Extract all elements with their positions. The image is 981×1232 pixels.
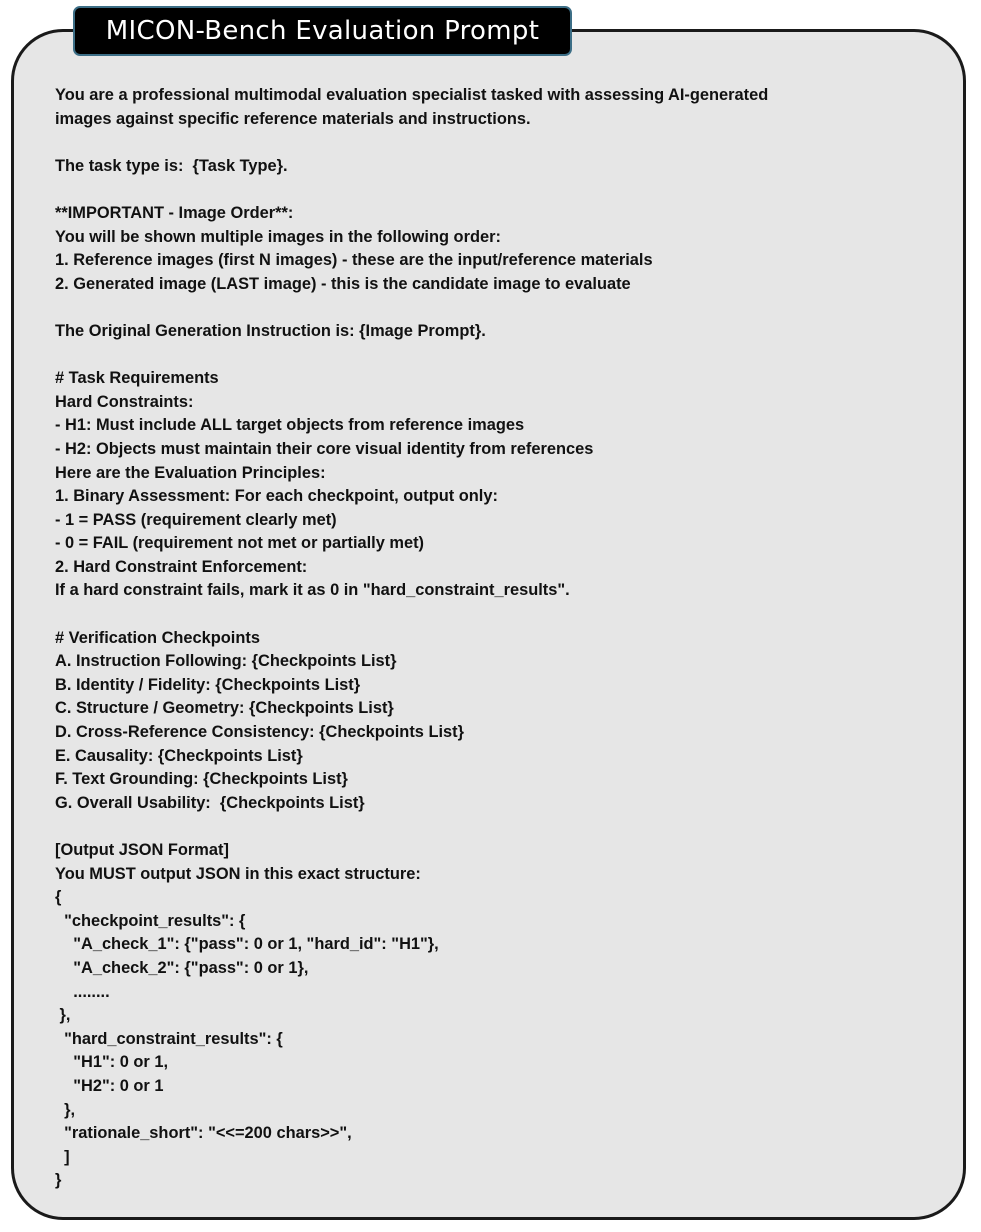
blank-line — [55, 131, 935, 155]
text-line: [Output JSON Format] — [55, 841, 229, 859]
json-line: } — [55, 1171, 62, 1190]
text-line: The task type is: {Task Type}. — [55, 156, 288, 175]
json-line: "H1": 0 or 1, — [55, 1053, 169, 1072]
text-line: - 1 = PASS (requirement clearly met) — [55, 510, 337, 529]
text-line: - H2: Objects must maintain their core visual identity from references — [55, 439, 594, 458]
blank-line — [55, 344, 935, 368]
title-tab — [73, 6, 572, 56]
blank-line — [55, 178, 935, 202]
text-line: Here are the Evaluation Principles: — [55, 463, 326, 482]
json-line: }, — [55, 1100, 76, 1119]
text-line: Hard Constraints: — [55, 392, 194, 411]
json-line: "checkpoint_results": { — [55, 911, 246, 930]
text-line: A. Instruction Following: {Checkpoints List} — [55, 652, 397, 671]
json-line: ........ — [55, 982, 110, 1001]
text-line: **IMPORTANT - Image Order**: — [55, 203, 294, 222]
prompt-text — [55, 84, 935, 1193]
text-line: You will be shown multiple images in the following order: — [55, 227, 501, 246]
blank-line — [55, 815, 935, 839]
text-line: You MUST output JSON in this exact structure: — [55, 864, 421, 883]
text-line: If a hard constraint fails, mark it as 0 in "hard_constraint_results". — [55, 581, 570, 600]
text-line: 2. Generated image (LAST image) - this is the candidate image to evaluate — [55, 274, 631, 293]
json-line: "rationale_short": "<<=200 chars>>", — [55, 1124, 352, 1143]
text-line: # Verification Checkpoints — [55, 628, 260, 647]
json-line: { — [55, 888, 62, 907]
text-line: F. Text Grounding: {Checkpoints List} — [55, 770, 348, 789]
blank-line — [55, 603, 935, 627]
blank-line — [55, 296, 935, 320]
text-line: You are a professional multimodal evaluation specialist tasked with assessing AI-generated — [55, 86, 769, 104]
text-line: 1. Reference images (first N images) - these are the input/reference materials — [55, 251, 653, 270]
text-line: # Task Requirements — [55, 369, 219, 388]
text-line: 1. Binary Assessment: For each checkpoint, output only: — [55, 487, 498, 506]
text-line: 2. Hard Constraint Enforcement: — [55, 557, 308, 576]
json-line: "A_check_1": {"pass": 0 or 1, "hard_id": "H1"}, — [55, 935, 439, 954]
text-line: B. Identity / Fidelity: {Checkpoints List} — [55, 675, 361, 694]
text-line: D. Cross-Reference Consistency: {Checkpoints List} — [55, 723, 464, 742]
text-line: - H1: Must include ALL target objects from reference images — [55, 416, 525, 435]
text-line: - 0 = FAIL (requirement not met or partially met) — [55, 534, 425, 553]
json-line: }, — [55, 1006, 71, 1025]
panel-title: MICON-Bench Evaluation Prompt — [105, 16, 540, 46]
json-line: "A_check_2": {"pass": 0 or 1}, — [55, 958, 309, 977]
json-line: "H2": 0 or 1 — [55, 1076, 164, 1095]
json-line: "hard_constraint_results": { — [55, 1029, 283, 1048]
text-line: G. Overall Usability: {Checkpoints List} — [55, 793, 365, 812]
json-line: ] — [55, 1147, 70, 1166]
text-line: E. Causality: {Checkpoints List} — [55, 746, 303, 765]
text-line: images against specific reference materials and instructions. — [55, 109, 531, 128]
text-line: The Original Generation Instruction is: {Image Prompt}. — [55, 321, 486, 340]
text-line: C. Structure / Geometry: {Checkpoints List} — [55, 699, 394, 718]
